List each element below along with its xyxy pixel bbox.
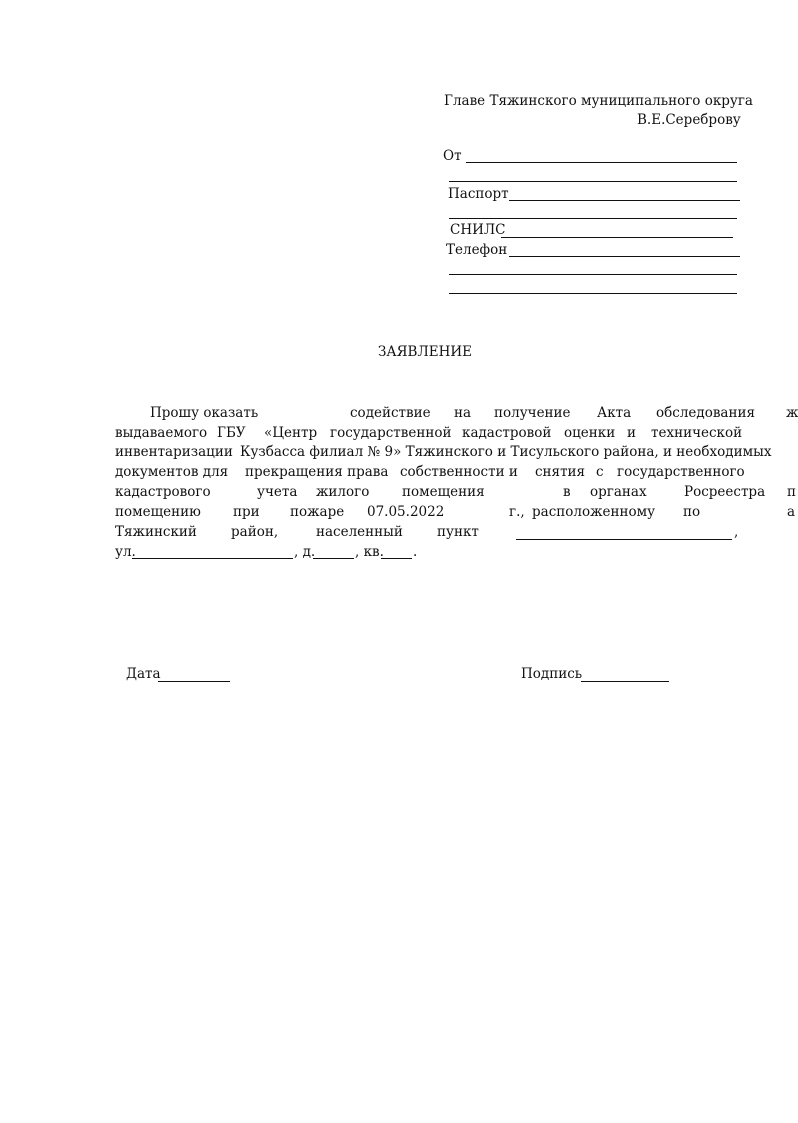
from-field[interactable]: [466, 162, 737, 163]
document-title: ЗАЯВЛЕНИЕ: [378, 344, 472, 360]
body-text-fragment: Кузбасса филиал № 9» Тяжинского и Тисульского района, и необходимых: [240, 444, 772, 460]
body-text-fragment: пожаре: [290, 504, 345, 520]
body-text-fragment: населенный: [316, 524, 403, 540]
body-text-fragment: получение: [494, 405, 571, 421]
body-text-fragment: ул.: [115, 544, 136, 560]
body-text-fragment: учета: [257, 484, 298, 500]
body-text-fragment: кадастровой: [462, 425, 552, 441]
body-text-fragment: Росреестра: [684, 484, 766, 500]
date-field[interactable]: [158, 681, 230, 682]
body-text-fragment: помещению: [115, 504, 201, 520]
phone-field-2[interactable]: [449, 274, 737, 275]
signature-field[interactable]: [581, 681, 669, 682]
body-text-fragment: «Центр: [264, 425, 318, 441]
body-text-fragment: прекращения права: [245, 464, 389, 480]
body-text-fragment: г.,: [509, 504, 525, 520]
body-text-fragment: оценки: [564, 425, 616, 441]
body-text-fragment: ,: [734, 524, 739, 540]
body-text-fragment: инвентаризации: [115, 444, 233, 460]
body-text-fragment: , д.: [294, 544, 316, 560]
body-text-fragment: технической: [651, 425, 743, 441]
from-field-2[interactable]: [449, 181, 737, 182]
from-label: От: [443, 148, 462, 164]
passport-field-2[interactable]: [449, 218, 737, 219]
body-text-fragment: собственности и: [400, 464, 518, 480]
body-text-fragment: снятия: [535, 464, 586, 480]
body-text-fragment: обследования: [656, 405, 755, 421]
snils-label: СНИЛС: [450, 222, 506, 238]
body-text-fragment: выдаваемого: [115, 425, 208, 441]
settlement-field[interactable]: [516, 539, 732, 540]
body-text-fragment: Прошу оказать: [150, 405, 259, 421]
body-text-fragment: Акта: [597, 405, 632, 421]
snils-field[interactable]: [501, 237, 733, 238]
body-text-fragment: содействие: [350, 405, 431, 421]
addressee-line1: Главе Тяжинского муниципального округа: [444, 93, 753, 109]
passport-field[interactable]: [509, 200, 740, 201]
body-text-fragment: в: [563, 484, 571, 500]
signature-label: Подпись: [521, 666, 583, 682]
body-text-fragment: с: [596, 464, 604, 480]
body-text-fragment: 07.05.2022: [367, 504, 445, 520]
body-text-fragment: район,: [231, 524, 279, 540]
phone-field-3[interactable]: [449, 293, 737, 294]
body-text-fragment: документов для: [115, 464, 229, 480]
house-field[interactable]: [313, 558, 354, 559]
body-text-fragment: помещения: [402, 484, 485, 500]
body-text-fragment: кадастрового: [115, 484, 211, 500]
body-text-fragment: на: [454, 405, 472, 421]
body-text-fragment: при: [233, 504, 260, 520]
addressee-line2: В.Е.Сереброву: [637, 112, 741, 128]
body-text-fragment: п: [787, 484, 796, 500]
apartment-field[interactable]: [381, 558, 412, 559]
body-text-fragment: Тяжинский: [115, 524, 197, 540]
body-text-fragment: по: [683, 504, 701, 520]
phone-label: Телефон: [446, 242, 508, 258]
body-text-fragment: .: [413, 544, 418, 560]
body-text-fragment: государственного: [617, 464, 745, 480]
body-text-fragment: ГБУ: [217, 425, 246, 441]
passport-label: Паспорт: [448, 186, 509, 202]
body-text-fragment: и: [627, 425, 636, 441]
phone-field[interactable]: [509, 256, 740, 257]
body-text-fragment: ж: [786, 405, 798, 421]
body-text-fragment: расположенному: [532, 504, 656, 520]
body-text-fragment: , кв.: [355, 544, 384, 560]
body-text-fragment: государственной: [330, 425, 452, 441]
body-text-fragment: а: [787, 504, 796, 520]
body-text-fragment: органах: [590, 484, 647, 500]
body-text-fragment: пункт: [437, 524, 479, 540]
street-field[interactable]: [132, 558, 293, 559]
date-label: Дата: [126, 666, 161, 682]
body-text-fragment: жилого: [316, 484, 370, 500]
